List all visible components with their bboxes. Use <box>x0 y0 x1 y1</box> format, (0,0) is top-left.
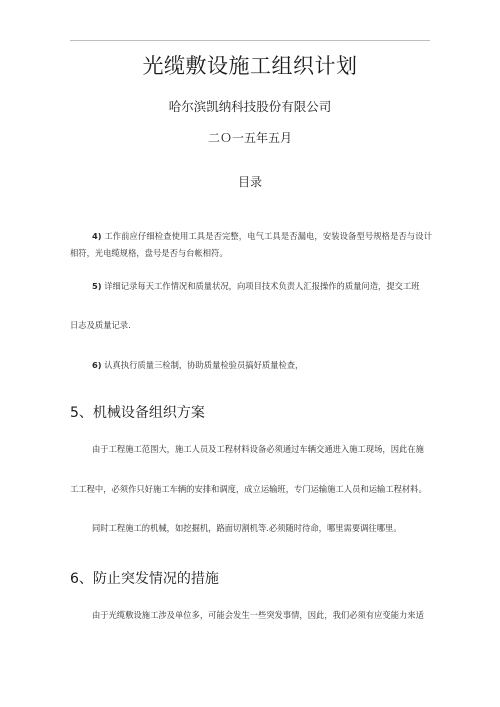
item-text: 工作前应仔细检查使用工具是否完整，电气工具是否漏电，安装设备型号规格是否与设计相符，光电缆规格，盘号是否与台帐相符。 <box>70 231 432 258</box>
paragraph: 由于光缆敷设施工涉及单位多，可能会发生一些突发事情，因此，我们必须有应变能力来适 <box>92 610 424 620</box>
item-number: 6) <box>92 360 102 370</box>
company-name: 哈尔滨凯纳科技股份有限公司 <box>168 99 332 114</box>
item-text: 日志及质量记录. <box>70 320 131 330</box>
item-number: 4) <box>92 231 102 241</box>
paragraph: 由于工程施工范围大，施工人员及工程材料设备必须通过车辆交通进入施工现场，因此在施 <box>92 444 424 454</box>
document-date: 二Ｏ一五年五月 <box>207 131 292 145</box>
list-item <box>70 228 432 262</box>
list-item <box>70 357 432 374</box>
section-heading: 5、机械设备组织方案 <box>70 405 205 421</box>
header-rule <box>70 40 430 41</box>
toc-label: 目录 <box>237 175 262 189</box>
item-text: 详细记录每天工作情况和质量状况，向项目技术负责人汇报操作的质量问造，提交工班 <box>104 281 420 291</box>
item-text: 认真执行质量三检制，协助质量检验员搞好质量检查， <box>104 360 304 370</box>
document-title: 光缆敷设施工组织计划 <box>142 54 358 78</box>
list-item <box>70 278 432 295</box>
item-number: 5) <box>92 281 102 291</box>
list-item <box>70 317 432 334</box>
section-heading: 6、防止突发情况的措施 <box>70 571 219 587</box>
paragraph: 工工程中，必须作只好施工车辆的安排和调度，成立运输班，专门运输施工人员和运输工程材料。 <box>70 484 427 494</box>
paragraph: 同时工程施工的机械，如挖掘机，路面切割机等.必须随时待命，哪里需要调往哪里。 <box>92 523 402 533</box>
